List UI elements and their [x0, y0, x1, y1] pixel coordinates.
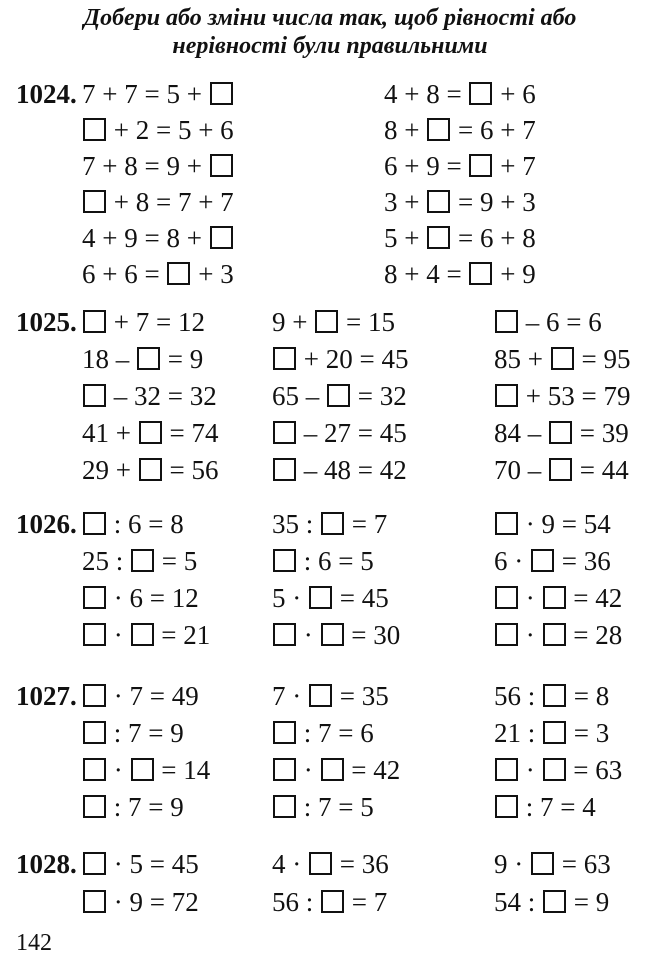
equation: : 7 = 6 — [272, 717, 374, 749]
answer-box[interactable] — [273, 795, 296, 818]
equation: 65 – = 32 — [272, 381, 407, 411]
answer-box[interactable] — [309, 852, 332, 875]
answer-box[interactable] — [273, 721, 296, 744]
answer-box[interactable] — [139, 458, 162, 481]
answer-box[interactable] — [531, 852, 554, 875]
answer-box[interactable] — [83, 684, 106, 707]
answer-box[interactable] — [427, 190, 450, 213]
equation: 6 + 9 = + 7 — [384, 151, 536, 181]
equation: 70 – = 44 — [494, 455, 629, 485]
equation: · 5 = 45 — [82, 848, 199, 880]
equation: · 9 = 72 — [82, 886, 199, 918]
equation: 29 + = 56 — [82, 455, 219, 485]
equation: – 48 = 42 — [272, 454, 407, 486]
answer-box[interactable] — [83, 512, 106, 535]
equation: 4 + 8 = + 6 — [384, 79, 536, 109]
equation: + 20 = 45 — [272, 343, 408, 375]
equation: – 6 = 6 — [494, 306, 602, 338]
equation: + 53 = 79 — [494, 380, 630, 412]
answer-box[interactable] — [273, 623, 296, 646]
equation: 21 : = 3 — [494, 718, 610, 748]
answer-box[interactable] — [83, 190, 106, 213]
equation: : 7 = 9 — [82, 791, 184, 823]
equation: + 7 = 12 — [82, 306, 205, 338]
answer-box[interactable] — [139, 421, 162, 444]
answer-box[interactable] — [321, 512, 344, 535]
equation: · = 42 — [494, 582, 622, 614]
answer-box[interactable] — [210, 82, 233, 105]
answer-box[interactable] — [321, 890, 344, 913]
equation: 25 : = 5 — [82, 546, 198, 576]
answer-box[interactable] — [321, 758, 344, 781]
equation: · 9 = 54 — [494, 508, 611, 540]
equation: 3 + = 9 + 3 — [384, 187, 536, 217]
answer-box[interactable] — [549, 421, 572, 444]
exercise-number: 1025. — [16, 307, 77, 337]
equation: 85 + = 95 — [494, 344, 631, 374]
equation: – 32 = 32 — [82, 380, 217, 412]
answer-box[interactable] — [137, 347, 160, 370]
equation: · = 63 — [494, 754, 622, 786]
page-title — [30, 4, 630, 60]
equation: 35 : = 7 — [272, 509, 388, 539]
answer-box[interactable] — [210, 226, 233, 249]
equation: · 7 = 49 — [82, 680, 199, 712]
page-number: 142 — [16, 930, 52, 956]
answer-box[interactable] — [273, 549, 296, 572]
equation: : 7 = 9 — [82, 717, 184, 749]
equation: · = 21 — [82, 619, 210, 651]
equation: : 7 = 5 — [272, 791, 374, 823]
answer-box[interactable] — [543, 758, 566, 781]
answer-box[interactable] — [83, 890, 106, 913]
answer-box[interactable] — [543, 586, 566, 609]
equation: 56 : = 8 — [494, 681, 610, 711]
answer-box[interactable] — [273, 758, 296, 781]
equation: + 2 = 5 + 6 — [82, 114, 234, 146]
answer-box[interactable] — [131, 623, 154, 646]
answer-box[interactable] — [495, 586, 518, 609]
equation: · = 30 — [272, 619, 400, 651]
title-line-2: нерівності були правильними — [172, 33, 488, 59]
answer-box[interactable] — [309, 684, 332, 707]
equation: · 6 = 12 — [82, 582, 199, 614]
answer-box[interactable] — [83, 852, 106, 875]
answer-box[interactable] — [427, 118, 450, 141]
answer-box[interactable] — [495, 512, 518, 535]
equation: 7 + 8 = 9 + — [82, 150, 234, 182]
answer-box[interactable] — [495, 623, 518, 646]
equation: : 6 = 8 — [82, 508, 184, 540]
equation: · = 28 — [494, 619, 622, 651]
equation: · = 42 — [272, 754, 400, 786]
answer-box[interactable] — [167, 262, 190, 285]
equation: : 7 = 4 — [494, 791, 596, 823]
answer-box[interactable] — [83, 586, 106, 609]
answer-box[interactable] — [327, 384, 350, 407]
answer-box[interactable] — [321, 623, 344, 646]
equation: 9 + = 15 — [272, 307, 395, 337]
answer-box[interactable] — [549, 458, 572, 481]
answer-box[interactable] — [551, 347, 574, 370]
answer-box[interactable] — [495, 384, 518, 407]
answer-box[interactable] — [543, 721, 566, 744]
equation: 56 : = 7 — [272, 887, 388, 917]
exercise-number: 1028. — [16, 849, 77, 879]
answer-box[interactable] — [83, 118, 106, 141]
answer-box[interactable] — [543, 890, 566, 913]
answer-box[interactable] — [469, 154, 492, 177]
answer-box[interactable] — [273, 421, 296, 444]
answer-box[interactable] — [543, 684, 566, 707]
answer-box[interactable] — [531, 549, 554, 572]
equation: 54 : = 9 — [494, 887, 610, 917]
answer-box[interactable] — [427, 226, 450, 249]
title-line-1: Добери або зміни числа так, щоб рівності або — [83, 5, 577, 31]
answer-box[interactable] — [309, 586, 332, 609]
equation: 7 + 7 = 5 + — [82, 78, 234, 110]
answer-box[interactable] — [131, 549, 154, 572]
answer-box[interactable] — [495, 758, 518, 781]
equation: 84 – = 39 — [494, 418, 629, 448]
equation: · = 14 — [82, 754, 210, 786]
equation: 8 + 4 = + 9 — [384, 259, 536, 289]
answer-box[interactable] — [469, 82, 492, 105]
exercise-number: 1024. — [16, 79, 77, 109]
answer-box[interactable] — [83, 623, 106, 646]
answer-box[interactable] — [495, 310, 518, 333]
equation: – 27 = 45 — [272, 417, 407, 449]
equation: 8 + = 6 + 7 — [384, 115, 536, 145]
answer-box[interactable] — [83, 384, 106, 407]
equation: 5 + = 6 + 8 — [384, 223, 536, 253]
exercise-number: 1027. — [16, 681, 77, 711]
answer-box[interactable] — [131, 758, 154, 781]
equation: : 6 = 5 — [272, 545, 374, 577]
equation: 4 + 9 = 8 + — [82, 222, 234, 254]
answer-box[interactable] — [83, 758, 106, 781]
answer-box[interactable] — [273, 458, 296, 481]
equation: 6 + 6 = + 3 — [82, 259, 234, 289]
answer-box[interactable] — [315, 310, 338, 333]
equation: 6 · = 36 — [494, 546, 611, 576]
answer-box[interactable] — [469, 262, 492, 285]
equation: 9 · = 63 — [494, 849, 611, 879]
answer-box[interactable] — [83, 795, 106, 818]
equation: 7 · = 35 — [272, 681, 389, 711]
equation: + 8 = 7 + 7 — [82, 186, 234, 218]
equation: 18 – = 9 — [82, 344, 204, 374]
equation: 41 + = 74 — [82, 418, 219, 448]
answer-box[interactable] — [83, 721, 106, 744]
equation: 5 · = 45 — [272, 583, 389, 613]
answer-box[interactable] — [83, 310, 106, 333]
answer-box[interactable] — [543, 623, 566, 646]
exercise-number: 1026. — [16, 509, 77, 539]
answer-box[interactable] — [210, 154, 233, 177]
equation: 4 · = 36 — [272, 849, 389, 879]
answer-box[interactable] — [495, 795, 518, 818]
answer-box[interactable] — [273, 347, 296, 370]
